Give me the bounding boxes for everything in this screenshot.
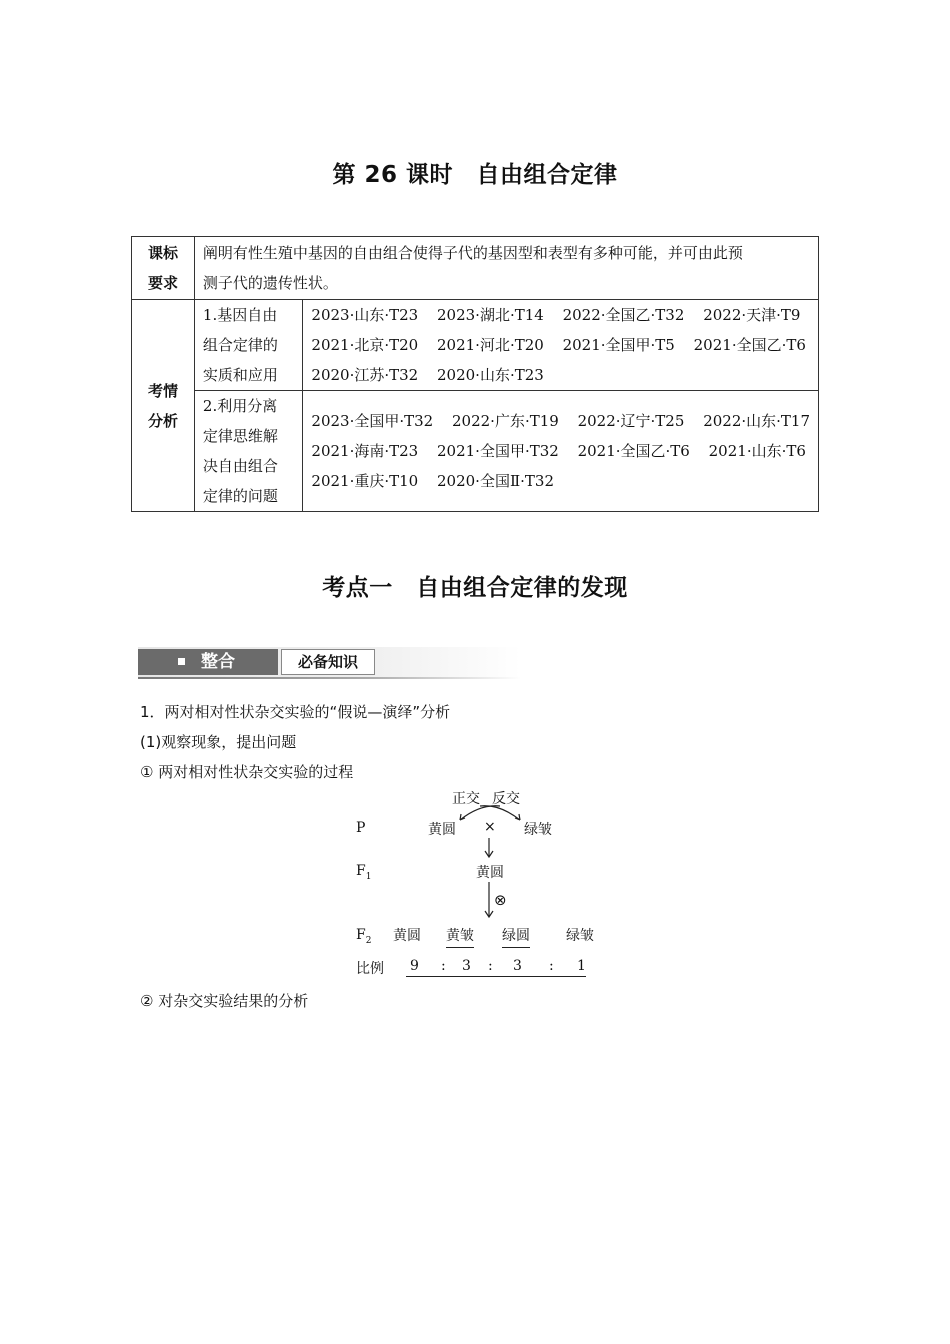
curriculum-text-line2: 测子代的遗传性状。 [202,274,338,292]
topic-2-line1: 2.利用分离 [202,397,278,415]
ratio-separator: : [549,958,554,974]
f2-yellow-round: 黄圆 [393,928,421,944]
curriculum-header-line2: 要求 [147,274,178,292]
requirements-table [131,236,819,512]
p-parent-yellow-round: 黄圆 [428,822,456,838]
square-bullet-icon [178,658,185,665]
exam-ref: 2020·全国Ⅱ·T32 [437,472,554,490]
exam-list-1 [303,300,819,391]
ratio-label: 比例 [356,961,384,977]
topic-1-line1: 1.基因自由 [202,306,278,324]
exam-ref: 2020·山东·T23 [437,366,544,384]
topic-cell-1 [194,300,303,391]
exam-ref: 2023·湖北·T14 [437,306,544,324]
topic-cell-2 [194,391,303,512]
exam-list-2 [303,391,819,512]
f1-generation-label [356,863,371,882]
banner-rule [138,677,521,679]
exam-ref: 2021·河北·T20 [437,336,544,354]
exam-analysis-header-line1: 考情 [147,381,178,400]
exam-analysis-header-line2: 分析 [147,411,178,430]
f1-offspring: 黄圆 [476,865,504,881]
heading-1: 1．两对相对性状杂交实验的“假说—演绎”分析 [140,703,451,721]
topic-2-line2: 定律思维解 [202,427,278,445]
p-generation-label: P [356,820,366,836]
forward-cross-label: 正交 [452,791,480,807]
exam-line [311,360,810,390]
subheading-1: (1)观察现象，提出问题 [140,733,297,751]
down-arrow-icon [482,838,496,860]
ratio-value-4: 1 [577,958,586,974]
f2-yellow-wrinkled: 黄皱 [446,925,474,948]
exam-ref: 2021·海南·T23 [311,442,419,460]
curriculum-text-line1: 阐明有性生殖中基因的自由组合使得子代的基因型和表型有多种可能，并可由此预 [202,244,743,262]
p-parent-green-wrinkled: 绿皱 [524,822,552,838]
exam-ref: 2021·北京·T20 [311,336,419,354]
curriculum-row [132,237,819,300]
cross-symbol: × [484,819,496,835]
curriculum-text [194,237,818,300]
topic-2-line4: 定律的问题 [202,487,278,505]
exam-line [311,466,810,496]
section-title: 考点一 自由组合定律的发现 [322,575,628,601]
curriculum-header [132,237,195,300]
topic-2-line3: 决自由组合 [202,457,278,475]
banner-knowledge: 必备知识 [281,649,375,675]
ratio-value-3: 3 [513,958,522,974]
item-2: ② 对杂交实验结果的分析 [140,992,309,1010]
exam-ref: 2023·山东·T23 [311,306,419,324]
exam-ref: 2021·全国乙·T6 [577,442,690,460]
topic-1-line3: 实质和应用 [202,366,278,384]
ratio-value-2: 3 [462,958,471,974]
ratio-underline [406,976,586,977]
exam-line [311,330,810,360]
exam-ref: 2023·全国甲·T32 [311,412,434,430]
f2-subscript: 2 [365,935,372,946]
exam-ref: 2022·天津·T9 [703,306,801,324]
selfing-symbol: ⊗ [494,891,507,909]
exam-ref: 2020·江苏·T32 [311,366,419,384]
exam-row-2 [132,391,819,512]
f2-generation-label [356,927,371,946]
exam-ref: 2021·山东·T6 [708,442,806,460]
banner-dark-label: 整合 [201,652,235,672]
exam-line [311,436,810,466]
exam-ref: 2022·辽宁·T25 [577,412,685,430]
ratio-value-1: 9 [410,958,419,974]
exam-line [311,406,810,436]
f1-subscript: 1 [365,871,372,882]
exam-ref: 2022·山东·T17 [703,412,810,430]
ratio-separator: : [488,958,493,974]
item-1: ① 两对相对性状杂交实验的过程 [140,763,354,781]
f2-green-wrinkled: 绿皱 [566,928,594,944]
exam-ref: 2021·重庆·T10 [311,472,419,490]
exam-ref: 2021·全国甲·T5 [562,336,675,354]
f1-letter: F [356,863,366,879]
banner-integrate [138,649,278,675]
section-banner [138,647,521,679]
exam-ref: 2022·广东·T19 [452,412,559,430]
reverse-cross-label: 反交 [492,791,520,807]
exam-ref: 2022·全国乙·T32 [562,306,685,324]
f2-green-round: 绿圆 [502,925,530,948]
f2-letter: F [356,927,366,943]
curriculum-header-line1: 课标 [147,244,178,262]
exam-row-1 [132,300,819,391]
exam-analysis-header [132,300,195,512]
lesson-title: 第 26 课时 自由组合定律 [332,162,618,188]
exam-ref: 2021·全国甲·T32 [437,442,559,460]
exam-ref: 2021·全国乙·T6 [693,336,806,354]
ratio-separator: : [441,958,446,974]
topic-1-line2: 组合定律的 [202,336,278,354]
exam-line [311,300,810,330]
